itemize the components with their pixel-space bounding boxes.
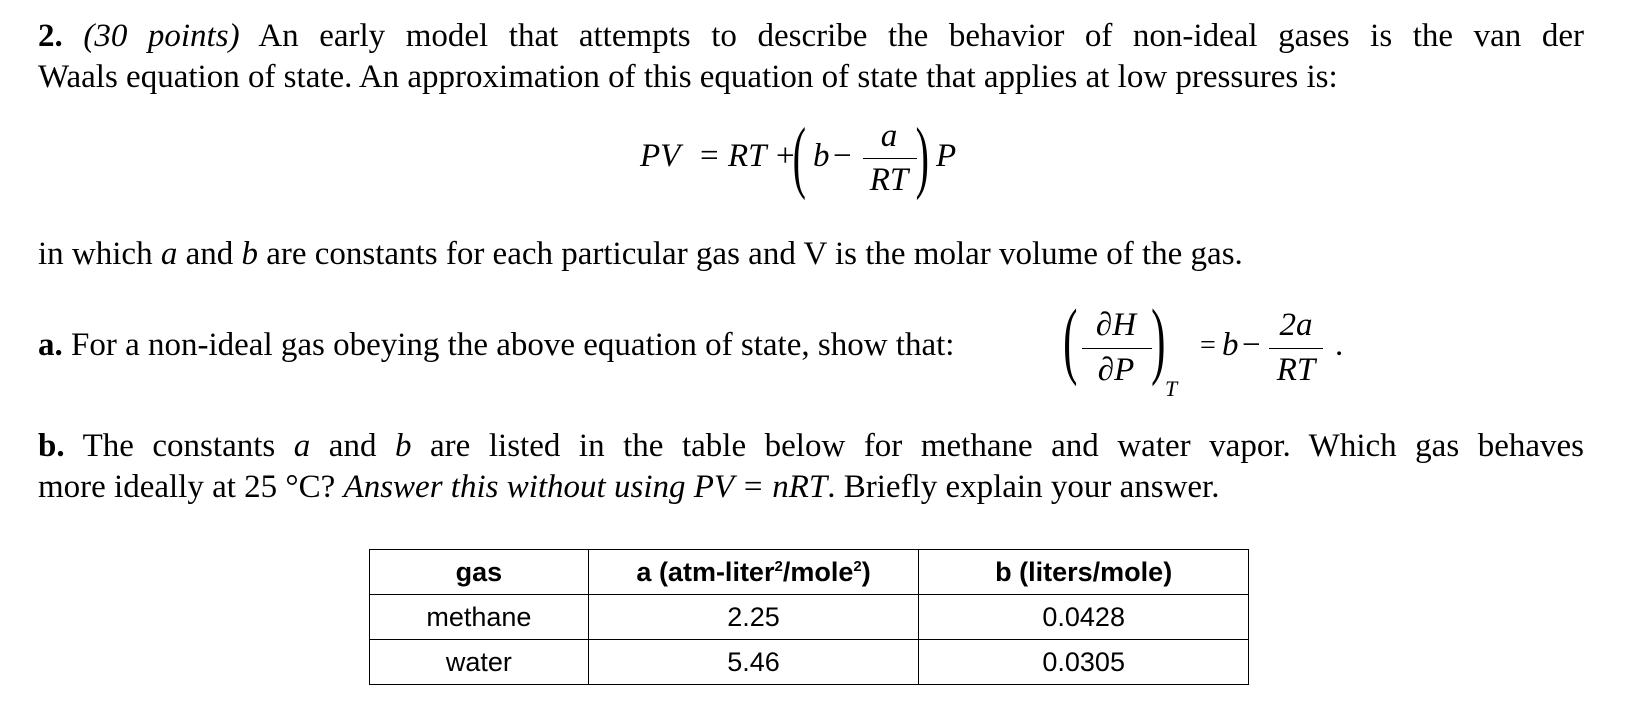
part-b-text4: more ideally at 25 °C? xyxy=(38,469,344,505)
definition-a: a xyxy=(160,236,178,272)
eq-left-paren: ( xyxy=(792,113,806,201)
part-b-text3: are listed in the table below for methane and water vapor. Which gas behaves xyxy=(411,428,1584,464)
header-a-suffix: ) xyxy=(861,556,871,587)
problem-intro-text2: Waals equation of state. An approximation of this equation of state that applies at low pressures is: xyxy=(38,59,1338,95)
header-a xyxy=(588,550,919,595)
definition-text1: in which xyxy=(38,236,161,272)
header-b: b (liters/mole) xyxy=(919,550,1249,595)
eq-rt: RT xyxy=(728,138,767,174)
header-a-sup2: 2 xyxy=(853,557,862,575)
part-b-text5: . Briefly explain your answer. xyxy=(827,469,1220,505)
part-a-label: a. xyxy=(38,327,63,363)
eq-plus: + xyxy=(776,138,795,174)
eq-minus: − xyxy=(833,138,852,174)
gas-constants-table xyxy=(369,549,1249,685)
eq-lhs: PV xyxy=(640,138,681,174)
deriv-denominator: ∂P xyxy=(1097,352,1135,388)
definition-text3: are constants for each particular gas and V is the molar volume of the gas. xyxy=(257,236,1243,272)
result-equals: = xyxy=(1200,330,1216,361)
cell-a: 2.25 xyxy=(588,595,919,640)
cell-b: 0.0305 xyxy=(919,640,1249,685)
eq-p: P xyxy=(936,138,957,174)
part-b-line1 xyxy=(38,426,1584,466)
result-b: b xyxy=(1222,327,1239,363)
deriv-fraction-bar xyxy=(1082,348,1152,349)
part-a-line xyxy=(38,325,954,365)
problem-intro-text1: An early model that attempts to describe the behavior of non-ideal gases is the van der xyxy=(258,18,1584,54)
definition-b: b xyxy=(241,236,258,272)
eq-numerator: a xyxy=(880,118,898,154)
part-b-line2 xyxy=(38,467,1219,507)
eq-denominator: RT xyxy=(869,162,909,198)
result-period: . xyxy=(1335,327,1344,363)
cell-b: 0.0428 xyxy=(919,595,1249,640)
part-b-label: b. xyxy=(38,428,65,464)
part-b-a: a xyxy=(293,428,311,464)
deriv-subscript: T xyxy=(1165,376,1178,401)
part-b-text1: The constants xyxy=(82,428,294,464)
result-fraction-bar xyxy=(1269,348,1323,349)
problem-intro-line2 xyxy=(38,57,1338,97)
eq-equals: = xyxy=(700,138,719,174)
part-a-text: For a non-ideal gas obeying the above equation of state, show that: xyxy=(71,327,955,363)
table-row xyxy=(370,640,1249,685)
cell-a: 5.46 xyxy=(588,640,919,685)
part-b-text2: and xyxy=(310,428,395,464)
problem-number: 2. xyxy=(38,18,63,54)
header-a-mid: /mole xyxy=(782,556,854,587)
table-header-row xyxy=(370,550,1249,595)
deriv-right-paren: ) xyxy=(1151,291,1166,387)
cell-gas: water xyxy=(370,640,589,685)
problem-points: (30 points) xyxy=(83,18,240,54)
problem-intro-line1 xyxy=(38,16,1584,56)
deriv-numerator: ∂H xyxy=(1095,307,1137,343)
deriv-left-paren: ( xyxy=(1063,291,1078,387)
table-row xyxy=(370,595,1249,640)
header-a-sup1: 2 xyxy=(774,557,783,575)
part-b-italic: Answer this without using PV = nRT xyxy=(343,469,828,505)
result-numerator: 2a xyxy=(1279,307,1313,343)
cell-gas: methane xyxy=(370,595,589,640)
header-a-prefix: a (atm-liter xyxy=(636,556,775,587)
part-b-b: b xyxy=(395,428,412,464)
result-minus: − xyxy=(1242,327,1261,363)
eq-right-paren: ) xyxy=(915,113,929,201)
eq-b: b xyxy=(813,138,830,174)
result-denominator: RT xyxy=(1276,352,1316,388)
eq-fraction-bar xyxy=(863,158,917,159)
definition-text2: and xyxy=(177,236,242,272)
header-gas: gas xyxy=(370,550,589,595)
definition-line xyxy=(38,234,1243,274)
